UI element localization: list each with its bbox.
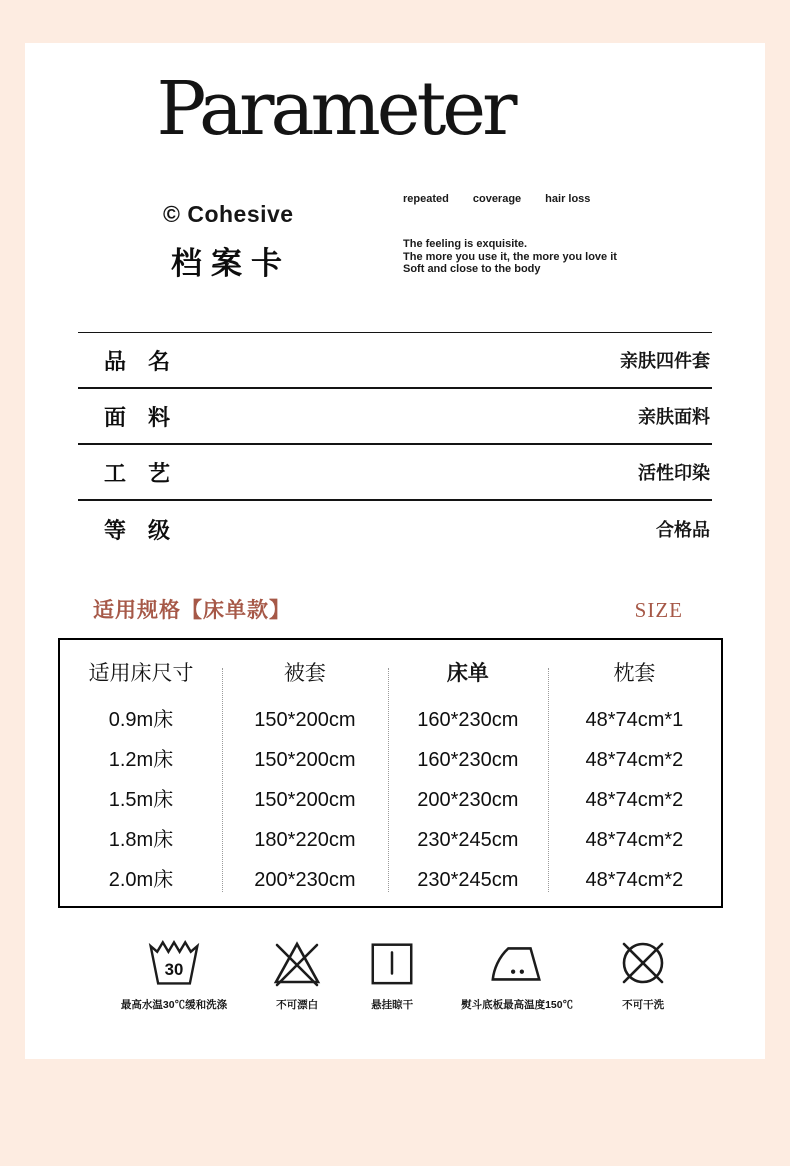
- iron-max-150-icon: [486, 936, 548, 988]
- brand-name: © Cohesive: [163, 201, 294, 227]
- size-table: [58, 638, 723, 908]
- table-row: [60, 820, 721, 860]
- table-cell: 1.5m床: [108, 789, 174, 811]
- table-cell: 150*200cm: [254, 789, 356, 811]
- spec-label: 面 料: [104, 404, 171, 430]
- table-cell: 48*74cm*2: [585, 749, 684, 771]
- spec-value: 合格品: [656, 520, 710, 540]
- care-instructions: [25, 936, 765, 1012]
- column-divider: [388, 668, 389, 892]
- care-item-no-bleach: [271, 936, 323, 1012]
- size-table-header: 枕套: [613, 661, 656, 685]
- care-item-iron: [461, 936, 573, 1012]
- spec-list: [78, 332, 712, 557]
- size-section-label: SIZE: [634, 598, 683, 622]
- tagline-line: The feeling is exquisite.: [403, 238, 528, 250]
- table-row: [60, 860, 721, 900]
- size-table-header-row: [60, 656, 721, 700]
- table-cell: 180*220cm: [254, 829, 356, 851]
- care-label: 不可干洗: [622, 999, 665, 1011]
- table-cell: 48*74cm*1: [585, 709, 684, 731]
- table-cell: 1.2m床: [108, 749, 174, 771]
- spec-value: 亲肤面料: [638, 407, 710, 427]
- table-cell: 150*200cm: [254, 709, 356, 731]
- size-table-header: 适用床尺寸: [88, 661, 194, 685]
- keyword-list: [403, 193, 643, 205]
- table-cell: 48*74cm*2: [585, 829, 684, 851]
- care-label: 不可漂白: [276, 999, 319, 1011]
- column-divider: [548, 668, 549, 892]
- tagline-line: Soft and close to the body: [403, 263, 541, 276]
- spec-row-grade: [78, 501, 712, 557]
- tagline-line: The more you use it, the more you love it: [403, 250, 617, 263]
- table-cell: 160*230cm: [417, 749, 519, 771]
- table-row: [60, 740, 721, 780]
- table-cell: 230*245cm: [417, 829, 519, 851]
- table-cell: 2.0m床: [108, 869, 174, 891]
- care-label: 熨斗底板最高温度150℃: [461, 999, 574, 1011]
- page-title: Parameter: [156, 66, 514, 152]
- table-row: [60, 700, 721, 740]
- spec-row-craft: [78, 445, 712, 501]
- spec-label: 工 艺: [104, 460, 171, 486]
- care-item-no-dry-clean: [617, 936, 669, 1012]
- table-cell: 48*74cm*2: [585, 789, 684, 811]
- spec-label: 品 名: [104, 348, 171, 374]
- table-cell: 230*245cm: [417, 869, 519, 891]
- wash-30-icon: [146, 936, 202, 988]
- keyword: hair loss: [545, 193, 591, 205]
- care-item-wash: [121, 936, 227, 1012]
- spec-label: 等 级: [104, 517, 171, 543]
- spec-row-name: [78, 333, 712, 389]
- size-section-title: 适用规格【床单款】: [93, 598, 291, 622]
- spec-value: 活性印染: [638, 463, 710, 483]
- table-cell: 200*230cm: [254, 869, 356, 891]
- spec-row-fabric: [78, 389, 712, 445]
- size-section-header: [93, 594, 683, 624]
- table-cell: 1.8m床: [108, 829, 174, 851]
- table-cell: 48*74cm*2: [585, 869, 684, 891]
- size-table-header: 被套: [283, 661, 326, 685]
- table-cell: 200*230cm: [417, 789, 519, 811]
- size-table-header: 床单: [446, 661, 489, 685]
- no-bleach-icon: [271, 936, 323, 988]
- spec-value: 亲肤四件套: [620, 351, 710, 371]
- tagline: [403, 238, 643, 276]
- care-label: 悬挂晾干: [371, 999, 414, 1011]
- header-description: [403, 193, 643, 276]
- column-divider: [222, 668, 223, 892]
- table-cell: 150*200cm: [254, 749, 356, 771]
- svg-text:30: 30: [164, 960, 184, 980]
- keyword: repeated: [403, 193, 449, 205]
- parameter-card: [25, 43, 765, 1059]
- keyword: coverage: [472, 193, 522, 205]
- table-cell: 160*230cm: [417, 709, 519, 731]
- table-cell: 0.9m床: [108, 709, 174, 731]
- table-row: [60, 780, 721, 820]
- no-dry-clean-icon: [617, 936, 669, 988]
- card-subtitle: 档案卡: [171, 246, 291, 281]
- care-item-hang-dry: [367, 936, 417, 1012]
- care-label: 最高水温30℃缓和洗涤: [120, 999, 228, 1011]
- hang-dry-icon: [367, 936, 417, 988]
- brand-block: [163, 201, 294, 283]
